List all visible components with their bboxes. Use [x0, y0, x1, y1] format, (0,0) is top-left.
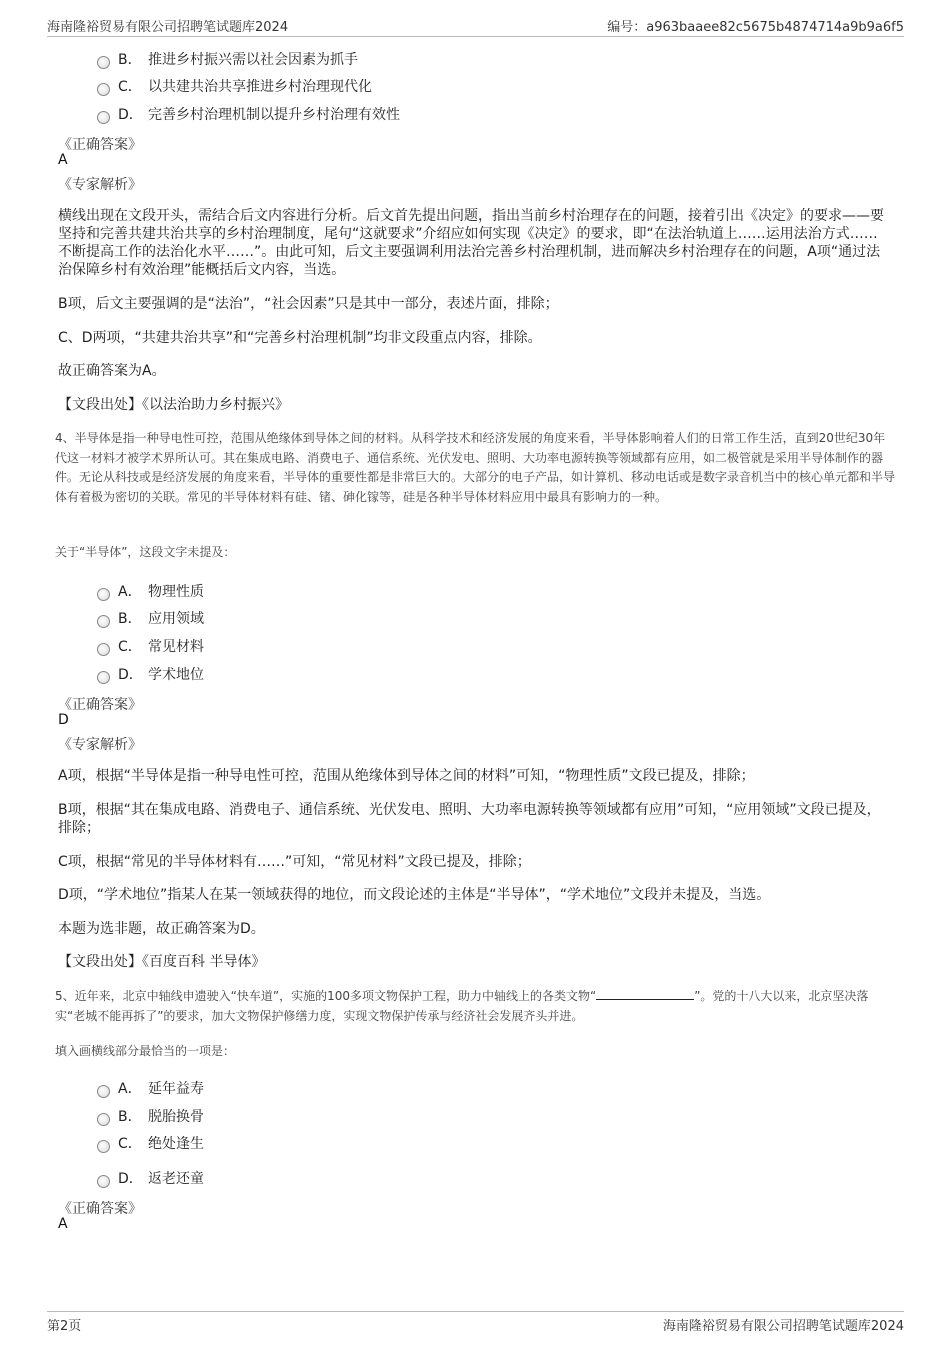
- q4-answer: D: [58, 712, 69, 728]
- q3-option-c[interactable]: C． 以共建共治共享推进乡村治理现代化: [97, 76, 372, 98]
- q4-option-d[interactable]: D． 学术地位: [97, 664, 204, 686]
- q4-source: 【文段出处】《百度百科 半导体》: [58, 954, 266, 970]
- q5-option-b[interactable]: B． 脱胎换骨: [97, 1106, 204, 1128]
- q3-analysis-para-4: 故正确答案为A。: [58, 363, 166, 379]
- page-number: 第2页: [47, 1319, 82, 1334]
- q5-answer: A: [58, 1216, 68, 1232]
- fill-in-blank: [596, 987, 694, 1000]
- page-footer: [47, 1311, 904, 1336]
- q4-prompt: 关于“半导体”，这段文字未提及：: [55, 545, 236, 559]
- q4-analysis-para-5: 本题为选非题，故正确答案为D。: [58, 921, 265, 937]
- page-header: [47, 14, 904, 37]
- q3-analysis-para-2: B项，后文主要强调的是“法治”，“社会因素”只是其中一部分，表述片面，排除；: [58, 296, 559, 312]
- header-doc-id: 编号：a963baaee82c5675b4874714a9b9a6f5: [607, 20, 904, 35]
- q3-answer-label: 《正确答案》: [58, 137, 142, 153]
- q3-source: 【文段出处】《以法治助力乡村振兴》: [58, 397, 289, 413]
- q4-option-c[interactable]: C． 常见材料: [97, 636, 204, 658]
- q3-answer: A: [58, 152, 68, 168]
- radio-icon[interactable]: [97, 83, 110, 96]
- radio-icon[interactable]: [97, 671, 110, 684]
- radio-icon[interactable]: [97, 1175, 110, 1188]
- q4-question-text: 4、半导体是指一种导电性可控，范围从绝缘体到导体之间的材料。从科学技术和经济发展的角度来看，半导体影响着人们的日常工作生活，直到20世纪30年代这一材料才被学术界所认可。其在集成电路、消费电子、通信系统、光伏发电、照明、大功率电源转换等领域都有应用，如二极管就是采用半导体制作的器件。无论从科技或是经济发展的角度来看，半导体的重要性都是非常巨大的。大部分的电子产品，如计算机、移动电话或是数字录音机当中的核心单元都和半导体有着极为密切的关联。常见的半导体材料有硅、锗、砷化镓等，硅是各种半导体材料应用中最具有影响力的一种。: [55, 431, 896, 504]
- q4-analysis-para-2: B项，根据“其在集成电路、消费电子、通信系统、光伏发电、照明、大功率电源转换等领域都有应用”可知，“应用领域”文段已提及，排除；: [58, 802, 881, 836]
- q5-prompt: 填入画横线部分最恰当的一项是：: [55, 1044, 236, 1058]
- q4-analysis-para-3: C项，根据“常见的半导体材料有……”可知，“常见材料”文段已提及，排除；: [58, 854, 531, 870]
- q3-option-b[interactable]: B． 推进乡村振兴需以社会因素为抓手: [97, 49, 358, 71]
- q3-analysis-para-3: C、D两项，“共建共治共享”和“完善乡村治理机制”均非文段重点内容，排除。: [58, 330, 542, 346]
- q5-option-c[interactable]: C． 绝处逢生: [97, 1133, 204, 1155]
- radio-icon[interactable]: [97, 1113, 110, 1126]
- q5-option-a[interactable]: A． 延年益寿: [97, 1078, 204, 1100]
- q3-option-d[interactable]: D． 完善乡村治理机制以提升乡村治理有效性: [97, 104, 400, 126]
- radio-icon[interactable]: [97, 615, 110, 628]
- radio-icon[interactable]: [97, 111, 110, 124]
- radio-icon[interactable]: [97, 588, 110, 601]
- q5-option-d[interactable]: D． 返老还童: [97, 1168, 204, 1190]
- header-title: 海南隆裕贸易有限公司招聘笔试题库2024: [47, 20, 289, 35]
- q4-answer-label: 《正确答案》: [58, 697, 142, 713]
- q5-answer-label: 《正确答案》: [58, 1201, 142, 1217]
- footer-title: 海南隆裕贸易有限公司招聘笔试题库2024: [662, 1319, 904, 1334]
- q5-question-text: 5、近年来，北京中轴线申遗驶入“快车道”，实施的100多项文物保护工程，助力中轴线上的各类文物“ ”。党的十八大以来，北京坚决落实“老城不能再拆了”的要求，加大文物保护修缮力度，实现文物保护传承与经济社会发展齐头并进。: [55, 989, 869, 1023]
- q4-analysis-para-1: A项，根据“半导体是指一种导电性可控，范围从绝缘体到导体之间的材料”可知，“物理性质”文段已提及，排除；: [58, 768, 755, 784]
- radio-icon[interactable]: [97, 56, 110, 69]
- radio-icon[interactable]: [97, 1140, 110, 1153]
- q3-analysis-para-1: 横线出现在文段开头，需结合后文内容进行分析。后文首先提出问题，指出当前乡村治理存在的问题，接着引出《决定》的要求——要坚持和完善共建共治共享的乡村治理制度，尾句“这就要求”介绍应如何实现《决定》的要求，即“在法治轨道上……运用法治方式……不断提高工作的法治化水平……”。由此可知，后文主要强调利用法治完善乡村治理机制，进而解决乡村治理存在的问题，A项“通过法治保障乡村有效治理”能概括后文内容，当选。: [58, 208, 884, 278]
- q4-option-b[interactable]: B． 应用领域: [97, 608, 204, 630]
- radio-icon[interactable]: [97, 643, 110, 656]
- q4-analysis-para-4: D项，“学术地位”指某人在某一领域获得的地位，而文段论述的主体是“半导体”，“学术地位”文段并未提及，当选。: [58, 887, 771, 903]
- q4-analysis-label: 《专家解析》: [58, 737, 142, 753]
- radio-icon[interactable]: [97, 1085, 110, 1098]
- q3-analysis-label: 《专家解析》: [58, 177, 142, 193]
- q4-option-a[interactable]: A． 物理性质: [97, 581, 204, 603]
